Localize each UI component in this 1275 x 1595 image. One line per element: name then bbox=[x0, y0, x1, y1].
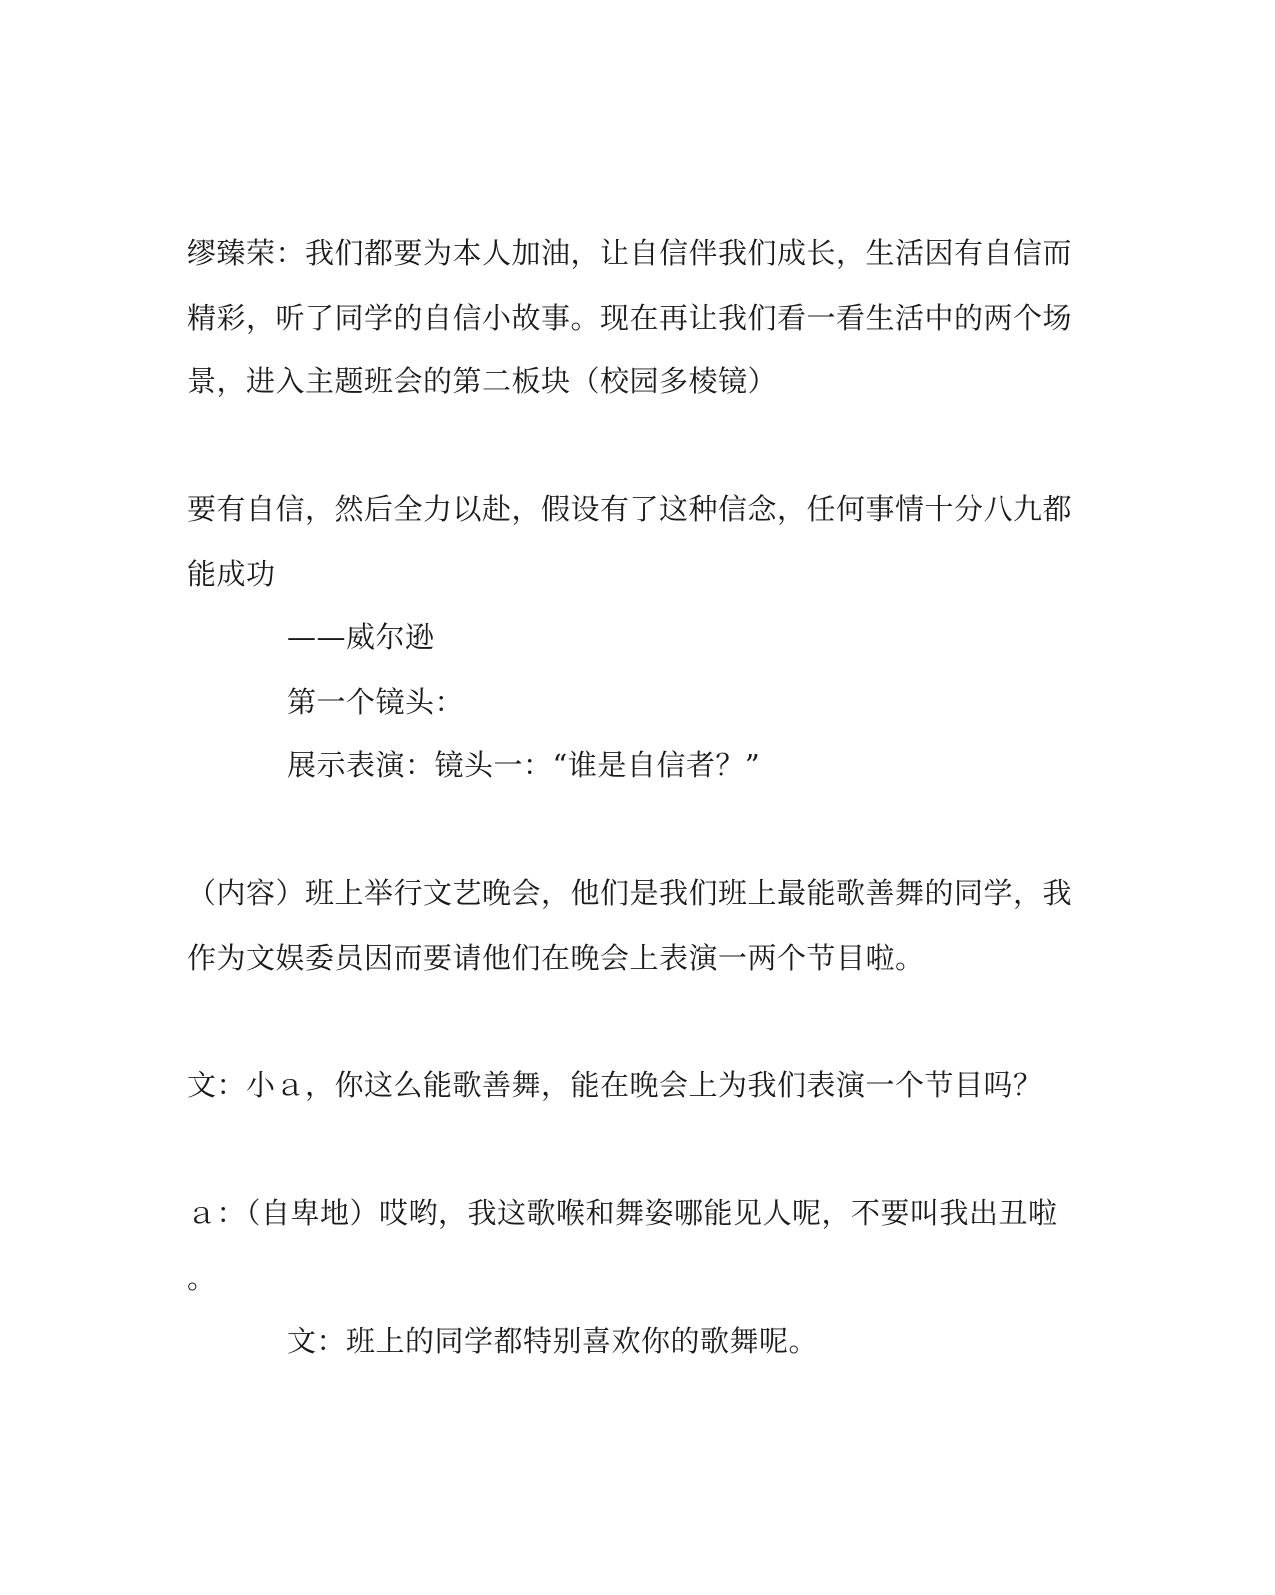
quote-author: ——威尔逊 bbox=[287, 620, 435, 654]
dialogue-line: 。 bbox=[187, 1261, 217, 1295]
paragraph-line: 精彩，听了同学的自信小故事。现在再让我们看一看生活中的两个场 bbox=[187, 301, 1073, 335]
paragraph-line: 景，进入主题班会的第二板块（校园多棱镜） bbox=[187, 364, 778, 398]
scene-title: 展示表演：镜头一：“谁是自信者？” bbox=[287, 748, 761, 782]
dialogue-line: 文：小ａ，你这么能歌善舞，能在晚会上为我们表演一个节目吗？ bbox=[187, 1068, 1043, 1102]
paragraph-line: 作为文娱委员因而要请他们在晚会上表演一两个节目啦。 bbox=[187, 941, 925, 975]
scene-heading: 第一个镜头： bbox=[287, 685, 465, 719]
dialogue-line: ａ：（自卑地）哎哟，我这歌喉和舞姿哪能见人呢，不要叫我出丑啦 bbox=[187, 1196, 1058, 1230]
quote-line: 要有自信，然后全力以赴，假设有了这种信念，任何事情十分八九都 bbox=[187, 492, 1073, 526]
dialogue-line: 文：班上的同学都特别喜欢你的歌舞呢。 bbox=[287, 1324, 819, 1358]
quote-line: 能成功 bbox=[187, 557, 276, 591]
paragraph-line: （内容）班上举行文艺晚会，他们是我们班上最能歌善舞的同学，我 bbox=[187, 876, 1073, 910]
paragraph-line: 缪臻荣：我们都要为本人加油，让自信伴我们成长，生活因有自信而 bbox=[187, 236, 1073, 270]
